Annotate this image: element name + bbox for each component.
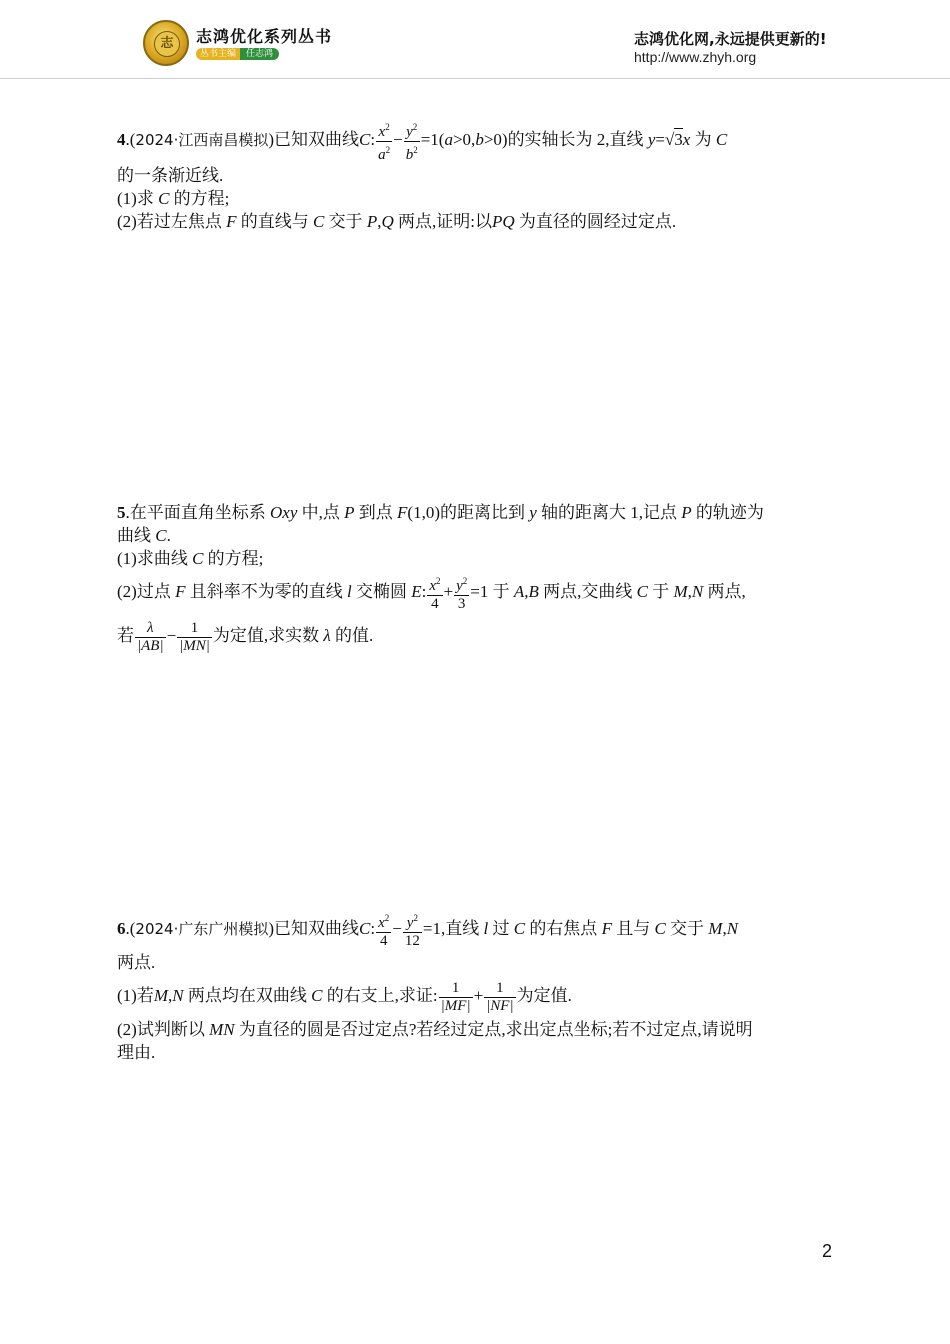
problem-6-source: 2024·广东广州模拟 [135, 920, 269, 938]
fraction-1-nf: $\frac{1}{|NF|}$ [486, 979, 514, 1014]
editor-name: 任志鸿 [240, 48, 279, 60]
problem-4 [117, 118, 837, 233]
fraction-x2-a2: $\frac{x^2}{a^2}$ [376, 119, 392, 164]
editor-tag [196, 48, 279, 60]
problem-5-part-2-cont: 若 $\frac{\lambda}{|AB|}$ − $\frac{1}{|MN|}$ 为定值,求实数 λ 的值. [117, 619, 374, 654]
problem-5-stem: 5.在平面直角坐标系 Oxy 中,点 P 到点 F(1,0)的距离比到 y 轴的距离大 1,记点 P 的轨迹为 [117, 503, 764, 522]
fraction-y2-3: $\frac{y^2}{3}$ [454, 573, 469, 613]
site-url[interactable]: http://www.zhyh.org [634, 49, 757, 65]
site-slogan: 志鸿优化网,永远提供更新的! [634, 30, 827, 48]
fraction-y2-12: $\frac{y^2}{12}$ [403, 910, 422, 950]
problem-5-part-1: (1)求曲线 C 的方程; [117, 549, 264, 568]
problem-4-source: 2024·江西南昌模拟 [135, 131, 269, 149]
page-number: 2 [822, 1241, 833, 1261]
problem-6-stem-cont: 两点. [117, 953, 156, 972]
problem-4-part-2: (2)若过左焦点 F 的直线与 C 交于 P,Q 两点,证明:以PQ 为直径的圆经过定点. [117, 211, 677, 231]
fraction-1-mf: $\frac{1}{|MF|}$ [440, 979, 471, 1014]
problem-5-part-2: (2)过点 F 且斜率不为零的直线 l 交椭圆 E: $\frac{x^2}{4}$ + $\frac{y^2}{3}$ =1 于 A,B 两点,交曲线 C 于 M,N 两点, [117, 570, 837, 614]
series-logo [143, 20, 189, 66]
problem-5-stem-cont: 曲线 C. [117, 526, 171, 545]
fraction-x2-4: $\frac{x^2}{4}$ [427, 573, 442, 613]
problem-6 [117, 907, 837, 1064]
problem-4-part-1: (1)求 C 的方程; [117, 188, 230, 208]
problem-4-stem-cont: 的一条渐近线. [117, 165, 224, 185]
header-divider [0, 78, 950, 79]
series-title: 志鸿优化系列丛书 [196, 27, 333, 46]
fraction-lambda-ab: $\frac{\lambda}{|AB|}$ [137, 619, 164, 654]
fraction-1-mn: $\frac{1}{|MN|}$ [179, 619, 210, 654]
problem-5 [117, 501, 837, 658]
problem-6-part-1: (1)若M,N 两点均在双曲线 C 的右支上,求证: $\frac{1}{|MF|}$ + $\frac{1}{|NF|}$ 为定值. [117, 979, 572, 1014]
problem-6-part-2: (2)试判断以 MN 为直径的圆是否过定点?若经过定点,求出定点坐标;若不过定点,请说明 [117, 1020, 753, 1039]
fraction-x2-4: $\frac{x^2}{4}$ [376, 910, 391, 950]
logo-mark: 志 [154, 31, 180, 57]
fraction-y2-b2: $\frac{y^2}{b^2}$ [404, 119, 420, 164]
editor-label: 丛书主编 [196, 48, 240, 60]
problem-6-part-2-cont: 理由. [117, 1043, 156, 1062]
problem-6-stem: 6.(2024·广东广州模拟)已知双曲线C: $\frac{x^2}{4}$ − $\frac{y^2}{12}$ =1,直线 l 过 C 的右焦点 F 且与 C 交于 M,N [117, 907, 837, 951]
page-header [0, 0, 950, 80]
problem-4-stem: 4.(2024·江西南昌模拟)已知双曲线C: $\frac{x^2}{a^2}$ − $\frac{y^2}{b^2}$ =1(a>0,b>0)的实轴长为 2,直线 y=√3x 为 C [117, 118, 837, 164]
